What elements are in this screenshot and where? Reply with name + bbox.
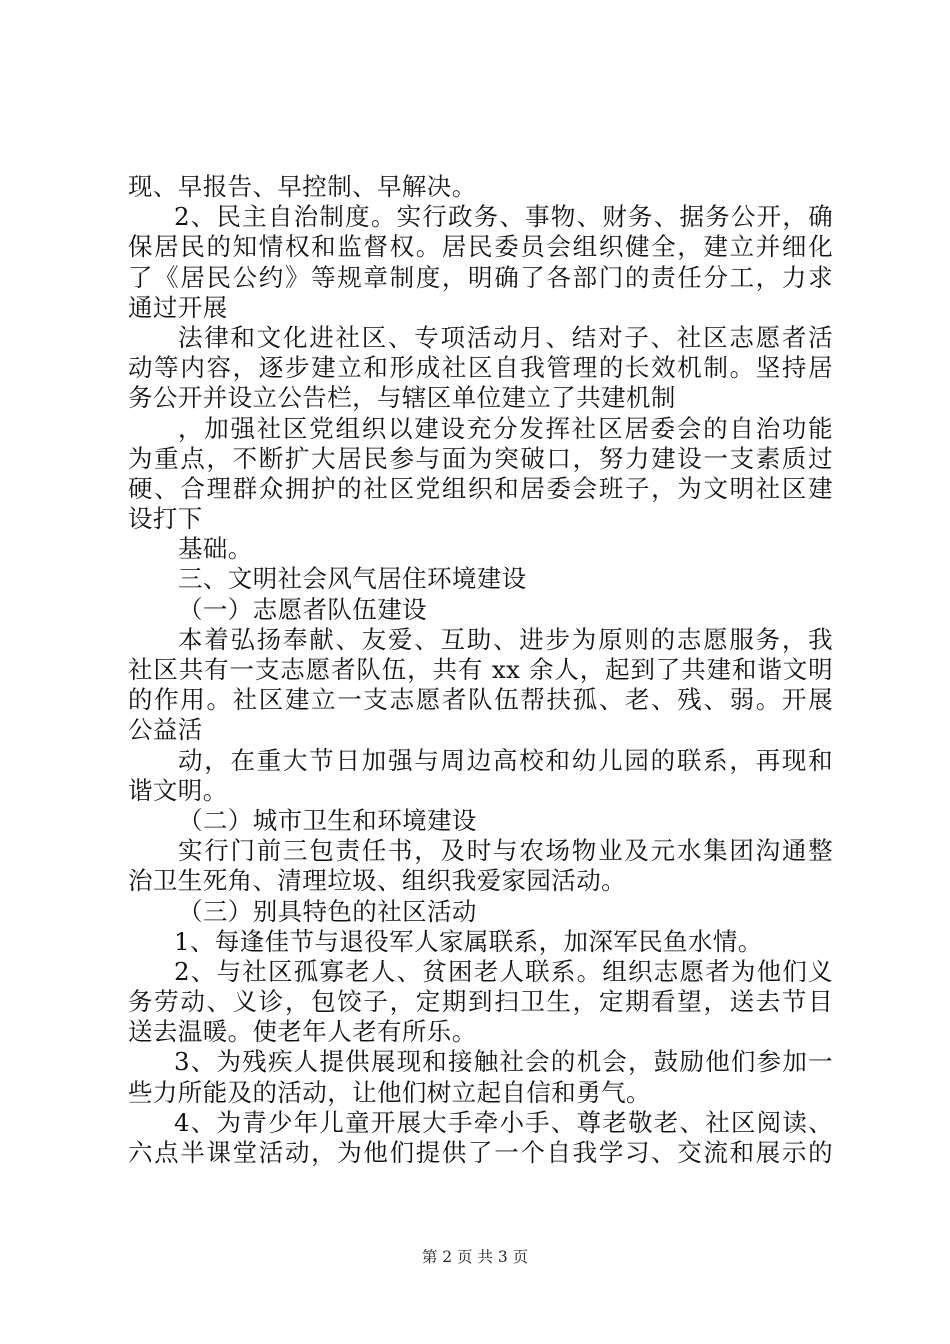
text-line: 公益活 (128, 715, 203, 745)
text-line: 2、民主自治制度。实行政务、事物、财务、据务公开，确 (174, 202, 833, 232)
text-line: 保居民的知情权和监督权。居民委员会组织健全，建立并细化 (128, 232, 833, 262)
text-line: 务公开并设立公告栏，与辖区单位建立了共建机制 (128, 383, 676, 413)
page-footer: 第 2 页 共 3 页 (421, 1248, 529, 1266)
text-line: 送去温暖。使老年人老有所乐。 (128, 1017, 477, 1047)
document-body (128, 172, 833, 1168)
text-line: 三、文明社会风气居住环境建设 (178, 564, 527, 594)
text-line: 社区共有一支志愿者队伍，共有 xx 余人，起到了共建和谐文明 (128, 655, 833, 684)
text-line: 现、早报告、早控制、早解决。 (128, 172, 477, 201)
text-line: （三）别具特色的社区活动 (178, 896, 477, 926)
text-line: 动，在重大节日加强与周边高校和幼儿园的联系，再现和 (178, 745, 833, 775)
text-line: 硬、合理群众拥护的社区党组织和居委会班子，为文明社区建 (128, 473, 833, 503)
text-line: 务劳动、义诊，包饺子，定期到扫卫生，定期看望，送去节目 (128, 987, 833, 1017)
text-line: 实行门前三包责任书，及时与农场物业及元水集团沟通整 (178, 836, 833, 866)
text-line: 谐文明。 (128, 775, 228, 805)
text-line: 设打下 (128, 504, 203, 534)
text-line: 2、与社区孤寡老人、贫困老人联系。组织志愿者为他们义 (174, 956, 833, 986)
text-line: 通过开展 (128, 292, 228, 322)
text-line: 为重点，不断扩大居民参与面为突破口，努力建设一支素质过 (128, 443, 833, 473)
text-line: （二）城市卫生和环境建设 (178, 805, 477, 835)
text-line: 些力所能及的活动，让他们树立起自信和勇气。 (128, 1077, 651, 1107)
text-line: 法律和文化进社区、专项活动月、结对子、社区志愿者活 (178, 322, 833, 352)
text-line: 3、为残疾人提供展现和接触社会的机会，鼓励他们参加一 (174, 1047, 833, 1077)
text-line: 基础。 (178, 534, 253, 564)
text-line: （一）志愿者队伍建设 (178, 594, 427, 624)
text-line: 了《居民公约》等规章制度，明确了各部门的责任分工，力求 (128, 262, 833, 292)
text-line: 本着弘扬奉献、友爱、互助、进步为原则的志愿服务，我 (178, 624, 833, 654)
text-line: 治卫生死角、清理垃圾、组织我爱家园活动。 (128, 866, 626, 896)
text-line: ，加强社区党组织以建设充分发挥社区居委会的自治功能 (178, 413, 833, 443)
text-line: 4、为青少年儿童开展大手牵小手、尊老敬老、社区阅读、 (174, 1107, 833, 1137)
text-line: 1、每逢佳节与退役军人家属联系，加深军民鱼水情。 (174, 926, 763, 956)
text-line: 六点半课堂活动，为他们提供了一个自我学习、交流和展示的 (128, 1138, 833, 1167)
text-line: 动等内容，逐步建立和形成社区自我管理的长效机制。坚持居 (128, 353, 833, 383)
text-line: 的作用。社区建立一支志愿者队伍帮扶孤、老、残、弱。开展 (128, 685, 833, 715)
